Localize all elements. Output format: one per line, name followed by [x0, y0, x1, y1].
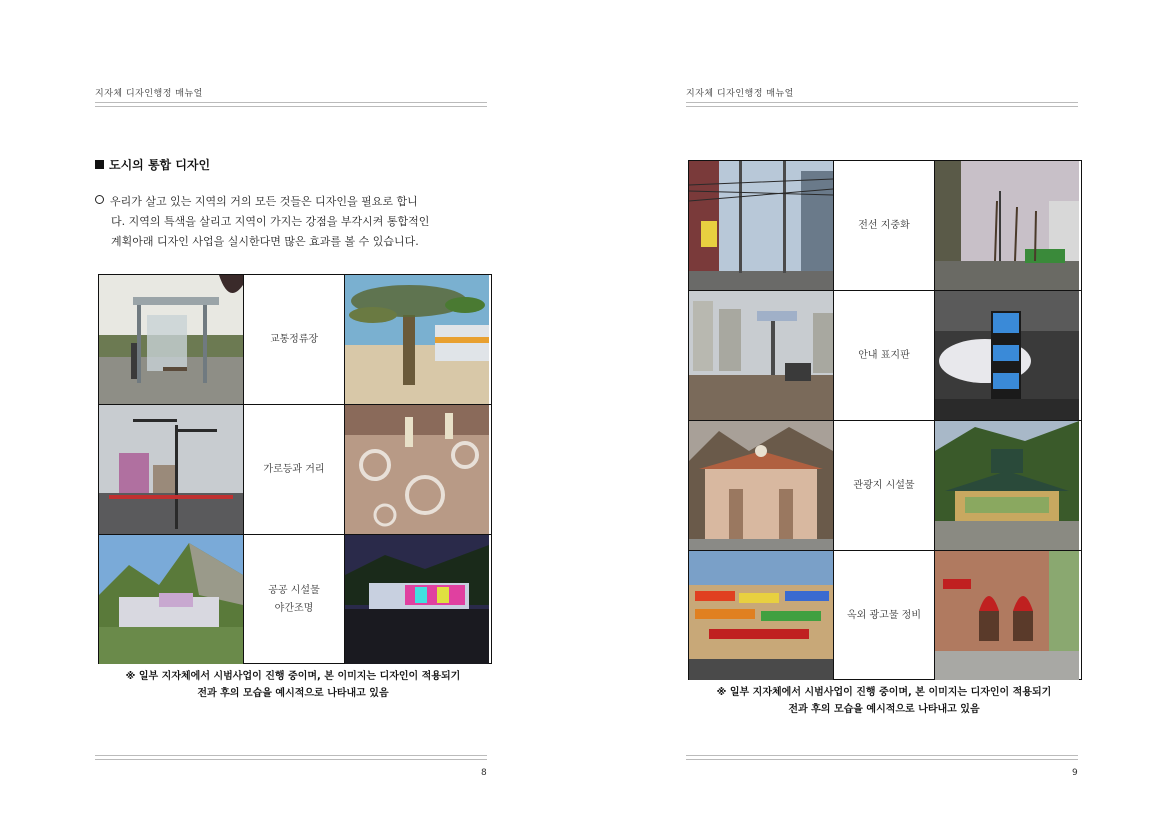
after-photo-street — [345, 405, 489, 534]
circle-bullet-icon — [95, 195, 104, 204]
footnote: ※ 일부 지자체에서 시범사업이 진행 중이며, 본 이미지는 디자인이 적용되기 전과 후의 모습을 예시적으로 나타내고 있음 — [125, 671, 461, 699]
row-label: 관광지 시설물 — [833, 421, 935, 550]
before-photo-facility — [99, 535, 243, 664]
before-photo-bus-stop — [99, 275, 243, 404]
left-page — [95, 0, 515, 828]
after-photo-bus-stop — [345, 275, 489, 404]
page-header: 지자체 디자인행정 매뉴얼 — [686, 89, 794, 99]
intro-paragraph: 우리가 살고 있는 지역의 거의 모든 것들은 디자인을 필요로 합니 다. 지역의 특색을 살리고 지역이 가지는 강점을 부각시켜 통합적인 계획아래 디자인 사업을 실시한다면 많은 효과를 볼 수 있습니다. — [95, 192, 491, 252]
footer-rule — [95, 755, 487, 760]
after-photo-wires — [935, 161, 1079, 290]
table-row — [689, 291, 1081, 421]
before-after-table — [688, 160, 1082, 680]
table-row — [689, 161, 1081, 291]
before-photo-sign — [689, 291, 833, 420]
row-label: 전선 지중화 — [833, 161, 935, 290]
before-after-table — [98, 274, 492, 664]
row-label: 교통정류장 — [243, 275, 345, 404]
square-bullet-icon — [95, 160, 104, 169]
footnote: ※ 일부 지자체에서 시범사업이 진행 중이며, 본 이미지는 디자인이 적용되기 전과 후의 모습을 예시적으로 나타내고 있음 — [716, 687, 1052, 715]
table-row — [689, 551, 1081, 680]
before-photo-tourist — [689, 421, 833, 550]
after-photo-tourist — [935, 421, 1079, 550]
footer-rule — [686, 755, 1078, 760]
page-header: 지자체 디자인행정 매뉴얼 — [95, 89, 203, 99]
table-row — [689, 421, 1081, 551]
after-photo-sign — [935, 291, 1079, 420]
row-label: 공공 시설물 야간조명 — [243, 535, 345, 664]
right-page — [686, 0, 1106, 828]
row-label: 가로등과 거리 — [243, 405, 345, 534]
row-label: 옥외 광고물 정비 — [833, 551, 935, 680]
row-label: 안내 표지판 — [833, 291, 935, 420]
page-number: 9 — [1072, 768, 1078, 778]
after-photo-ads — [935, 551, 1079, 680]
after-photo-facility-night — [345, 535, 489, 664]
header-rule — [686, 102, 1078, 107]
table-row — [99, 275, 491, 405]
table-row — [99, 405, 491, 535]
table-row — [99, 535, 491, 664]
before-photo-ads — [689, 551, 833, 680]
before-photo-wires — [689, 161, 833, 290]
section-title: 도시의 통합 디자인 — [95, 156, 210, 173]
header-rule — [95, 102, 487, 107]
page-number: 8 — [481, 768, 487, 778]
before-photo-street — [99, 405, 243, 534]
